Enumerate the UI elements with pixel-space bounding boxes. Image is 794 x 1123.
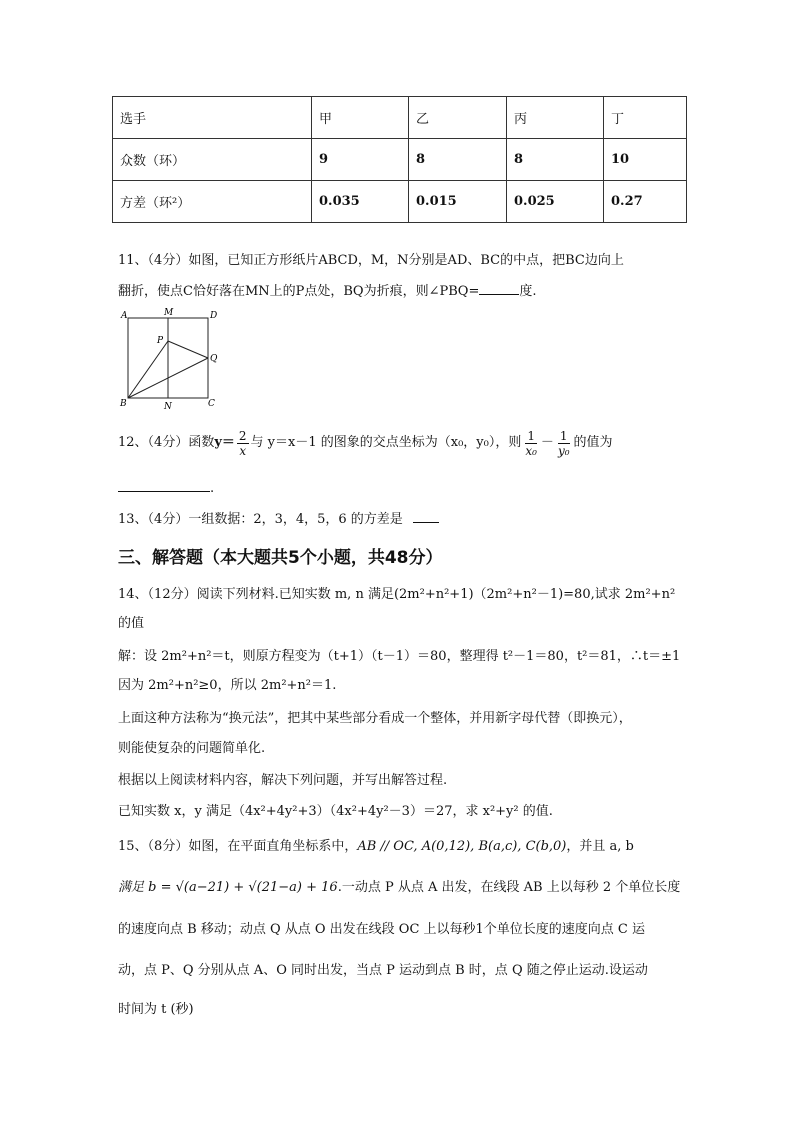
q15-line3: 的速度向点 B 移动；动点 Q 从点 O 出发在线段 OC 上以每秒1个单位长度的速度向点 C 运 — [118, 922, 646, 937]
table-row — [113, 97, 687, 139]
q15-line1a: 15、（8分）如图，在平面直角坐标系中， — [118, 839, 358, 854]
table-cell: 乙 — [409, 97, 507, 139]
table-cell: 0.035 — [312, 181, 409, 223]
answer-blank — [118, 491, 210, 492]
q14-line8: 已知实数 x，y 满足（4x²+4y²+3）（4x²+4y²－3）＝27，求 x²+y² 的值. — [118, 804, 553, 819]
frac-den: x₀ — [525, 443, 537, 458]
q14-line4: 因为 2m²+n²≥0，所以 2m²+n²＝1. — [118, 678, 337, 693]
fraction-1-over-x0 — [523, 429, 539, 458]
q13-text: 13、（4分）一组数据：2，3，4，5，6 的方差是 — [118, 512, 403, 527]
label-d: D — [210, 311, 218, 321]
q14-line1: 14、（12分）阅读下列材料.已知实数 m, n 满足(2m²+n²+1)（2m²+n²－1)=80,试求 2m²+n² — [118, 587, 676, 602]
q15-line1 — [118, 838, 634, 856]
fraction-1-over-y0 — [556, 429, 572, 458]
fraction-2-over-x — [237, 429, 249, 458]
table-cell: 0.025 — [507, 181, 604, 223]
label-c: C — [208, 399, 215, 409]
answer-blank — [413, 522, 439, 523]
table-row — [113, 139, 687, 181]
q15-line4: 动，点 P、Q 分别从点 A、O 同时出发，当点 P 运动到点 B 时，点 Q 随之停止运动.设运动 — [118, 963, 648, 978]
label-b: B — [120, 399, 127, 409]
q12-minus: － — [540, 435, 554, 450]
q11-line2 — [118, 283, 536, 301]
frac-den: x — [239, 443, 247, 458]
q12-end: . — [210, 481, 215, 496]
table-cell: 0.015 — [409, 181, 507, 223]
table-cell: 方差（环²） — [113, 181, 312, 223]
q14-line6: 则能使复杂的问题简单化. — [118, 741, 266, 756]
table-cell: 9 — [312, 139, 409, 181]
table-cell: 甲 — [312, 97, 409, 139]
table-cell: 众数（环） — [113, 139, 312, 181]
segment-pq — [168, 341, 208, 358]
q14-line5: 上面这种方法称为“换元法”，把其中某些部分看成一个整体，并用新字母代替（即换元）， — [118, 711, 632, 726]
label-p: P — [157, 336, 164, 346]
q15-formula: 满足 b = √(a−21) + √(21−a) + 16 — [118, 880, 338, 895]
q14-line2: 的值 — [118, 616, 145, 631]
table-cell: 0.27 — [604, 181, 687, 223]
label-m: M — [164, 308, 174, 318]
q12-prefix: 12、（4分）函数 — [118, 435, 215, 450]
table-cell: 10 — [604, 139, 687, 181]
section-title: 三、解答题（本大题共5个小题，共48分） — [118, 548, 443, 568]
q12-suffix: 的值为 — [573, 435, 613, 450]
q15-line2 — [118, 879, 680, 897]
table-cell: 8 — [507, 139, 604, 181]
q15-condition: AB // OC, A(0,12), B(a,c), C(b,0) — [357, 839, 567, 854]
label-q: Q — [210, 354, 218, 364]
table-cell: 8 — [409, 139, 507, 181]
square-fold-figure — [112, 305, 222, 413]
frac-num: 2 — [238, 428, 247, 443]
q11-line2-text: 翻折，使点C恰好落在MN上的P点处，BQ为折痕，则∠PBQ= — [118, 284, 480, 299]
table-cell: 丙 — [507, 97, 604, 139]
segment-bp — [128, 341, 168, 398]
q12-answer-line — [118, 480, 214, 498]
q14-line7: 根据以上阅读材料内容，解决下列问题，并写出解答过程. — [118, 773, 448, 788]
q15-line5: 时间为 t (秒) — [118, 1002, 194, 1017]
table-cell: 选手 — [113, 97, 312, 139]
frac-num: 1 — [559, 428, 568, 443]
q15-line1c: ，并且 a, b — [566, 839, 634, 854]
frac-den: y₀ — [557, 443, 570, 458]
q14-line3: 解：设 2m²+n²＝t，则原方程变为（t+1）（t－1）＝80，整理得 t²－1＝80，t²＝81，∴t＝±1 — [118, 649, 681, 664]
q12-y1: y＝ — [214, 435, 235, 450]
q11-line1: 11、（4分）如图，已知正方形纸片ABCD，M，N分别是AD、BC的中点，把BC边向上 — [118, 253, 624, 268]
q12-line1 — [118, 423, 613, 463]
label-a: A — [121, 311, 128, 321]
answer-blank — [479, 294, 519, 295]
frac-num: 1 — [527, 428, 535, 443]
label-n: N — [164, 402, 172, 412]
q12-mid: 与 y＝x－1 的图象的交点坐标为（x₀，y₀），则 — [250, 435, 522, 450]
table-cell: 丁 — [604, 97, 687, 139]
stats-table — [112, 96, 687, 223]
table-row — [113, 181, 687, 223]
q15-line2b: .一动点 P 从点 A 出发，在线段 AB 上以每秒 2 个单位长度 — [337, 880, 681, 895]
q11-line2-end: 度. — [519, 284, 537, 299]
q13-line — [118, 511, 439, 529]
